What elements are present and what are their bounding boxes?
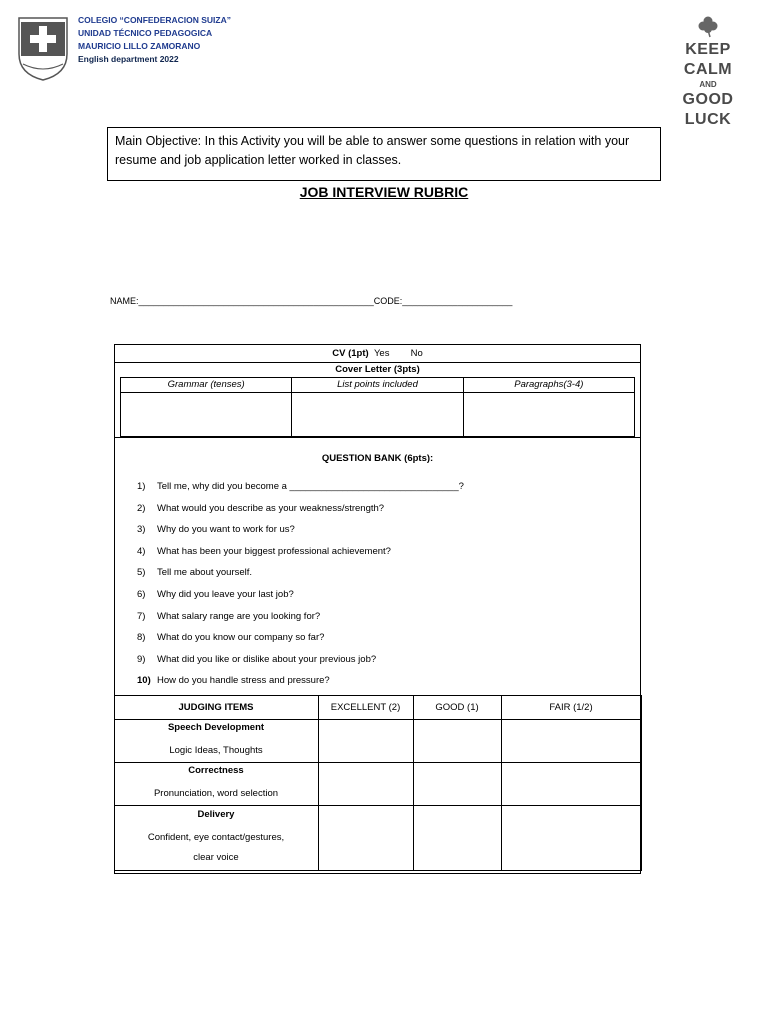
fair-header: FAIR (1/2) bbox=[501, 696, 641, 720]
list-item: 1) Tell me, why did you become a ________________________________? bbox=[137, 481, 464, 492]
cv-no-option[interactable]: No bbox=[410, 348, 423, 359]
score-cell[interactable] bbox=[501, 806, 641, 871]
list-item: 9) What did you like or dislike about your previous job? bbox=[137, 653, 377, 665]
clover-icon bbox=[696, 14, 720, 38]
rubric-table bbox=[114, 344, 641, 874]
school-shield-icon bbox=[15, 12, 71, 82]
list-item: 4) What has been your biggest professional achievement? bbox=[137, 545, 391, 557]
school-logo bbox=[15, 12, 71, 82]
list-item: 3) Why do you want to work for us? bbox=[137, 524, 295, 536]
grammar-score-cell[interactable] bbox=[121, 393, 292, 437]
paragraphs-score-cell[interactable] bbox=[463, 393, 634, 437]
list-item: 6) Why did you leave your last job? bbox=[137, 588, 294, 600]
score-cell[interactable] bbox=[413, 763, 501, 806]
and-text: AND bbox=[699, 80, 717, 89]
score-cell[interactable] bbox=[318, 806, 413, 871]
list-item: 2) What would you describe as your weakness/strength? bbox=[137, 502, 385, 514]
list-points-score-cell[interactable] bbox=[292, 393, 463, 437]
grammar-header: Grammar (tenses) bbox=[121, 378, 292, 393]
calm-text: CALM bbox=[683, 61, 733, 78]
page-title: JOB INTERVIEW RUBRIC bbox=[299, 184, 469, 200]
criterion-speech: Speech Development Logic Ideas, Thoughts bbox=[114, 720, 318, 763]
question-bank-title: QUESTION BANK (6pts): bbox=[321, 453, 434, 464]
keep-calm-graphic bbox=[660, 14, 756, 130]
list-points-header: List points included bbox=[292, 378, 463, 393]
judging-items-header: JUDGING ITEMS bbox=[114, 696, 318, 720]
teacher-name: MAURICIO LILLO ZAMORANO bbox=[78, 41, 201, 51]
score-cell[interactable] bbox=[501, 720, 641, 763]
school-name: COLEGIO “CONFEDERACION SUIZA” bbox=[78, 15, 232, 25]
department: English department 2022 bbox=[78, 54, 179, 64]
score-cell[interactable] bbox=[318, 763, 413, 806]
cv-yes-option[interactable]: Yes bbox=[373, 348, 390, 359]
unit-name: UNIDAD TÉCNICO PEDAGOGICA bbox=[78, 28, 213, 38]
score-cell[interactable] bbox=[501, 763, 641, 806]
table-row bbox=[114, 763, 641, 806]
list-item: 5) Tell me about yourself. bbox=[137, 567, 253, 579]
score-cell[interactable] bbox=[413, 720, 501, 763]
score-cell[interactable] bbox=[413, 806, 501, 871]
judging-table bbox=[114, 695, 642, 871]
table-row bbox=[114, 806, 641, 871]
cv-label: CV (1pt) bbox=[332, 348, 369, 359]
luck-text: LUCK bbox=[684, 111, 732, 128]
criterion-correctness: Correctness Pronunciation, word selection bbox=[114, 763, 318, 806]
divider bbox=[115, 437, 640, 438]
score-cell[interactable] bbox=[318, 720, 413, 763]
table-row bbox=[114, 720, 641, 763]
excellent-header: EXCELLENT (2) bbox=[318, 696, 413, 720]
list-item: 8) What do you know our company so far? bbox=[137, 632, 325, 644]
good-text: GOOD bbox=[682, 91, 734, 108]
criterion-delivery: Delivery Confident, eye contact/gestures, clear voice bbox=[114, 806, 318, 871]
good-header: GOOD (1) bbox=[413, 696, 501, 720]
list-item: 10) How do you handle stress and pressure? bbox=[137, 675, 330, 687]
paragraphs-header: Paragraphs(3-4) bbox=[463, 378, 634, 393]
name-code-field[interactable]: NAME:_______________________________________________CODE:______________________ bbox=[110, 296, 513, 306]
cover-letter-grid bbox=[120, 377, 635, 437]
question-list bbox=[137, 479, 617, 695]
cv-row bbox=[115, 345, 640, 363]
cover-letter-label: Cover Letter (3pts) bbox=[335, 364, 420, 375]
school-header bbox=[78, 14, 378, 66]
list-item: 7) What salary range are you looking for? bbox=[137, 610, 321, 622]
main-objective-box: Main Objective: In this Activity you will be able to answer some questions in relation with your resume and job application letter worked in classes. bbox=[107, 127, 661, 181]
keep-text: KEEP bbox=[685, 41, 731, 58]
